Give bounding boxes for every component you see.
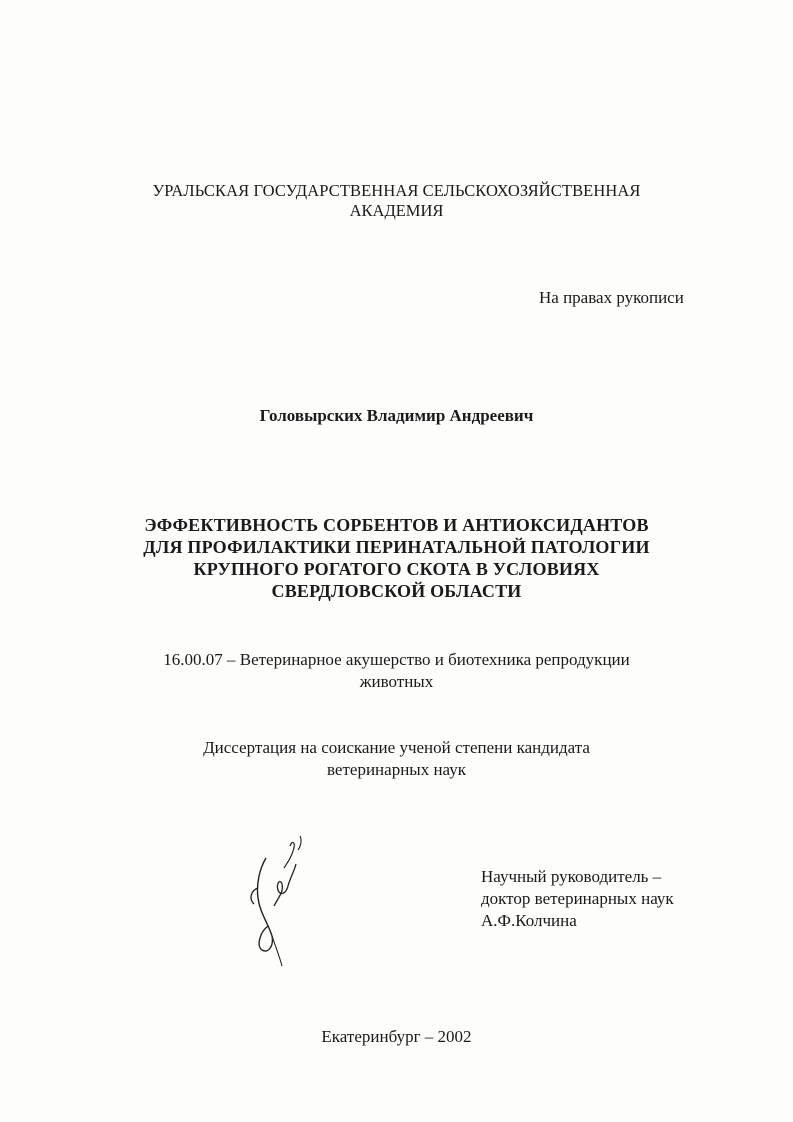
- thesis-title-line: КРУПНОГО РОГАТОГО СКОТА В УСЛОВИЯХ: [193, 559, 600, 579]
- supervisor-degree: доктор ветеринарных наук: [481, 889, 674, 908]
- thesis-title-line: ЭФФЕКТИВНОСТЬ СОРБЕНТОВ И АНТИОКСИДАНТОВ: [144, 515, 649, 535]
- thesis-title-line: СВЕРДЛОВСКОЙ ОБЛАСТИ: [271, 581, 522, 601]
- manuscript-rights-note: На правах рукописи: [539, 288, 684, 307]
- institution-name-line2: АКАДЕМИЯ: [349, 201, 444, 220]
- city-year: Екатеринбург – 2002: [321, 1027, 472, 1046]
- author-name: Головырских Владимир Андреевич: [259, 406, 534, 425]
- specialty-code-line1: 16.00.07 – Ветеринарное акушерство и биотехника репродукции: [163, 650, 630, 669]
- handwritten-signature: [238, 828, 308, 968]
- specialty-code-line2: животных: [359, 672, 434, 691]
- institution-name-line1: УРАЛЬСКАЯ ГОСУДАРСТВЕННАЯ СЕЛЬСКОХОЗЯЙСТВЕННАЯ: [152, 181, 641, 200]
- thesis-title-line: ДЛЯ ПРОФИЛАКТИКИ ПЕРИНАТАЛЬНОЙ ПАТОЛОГИИ: [143, 537, 650, 557]
- supervisor-name: А.Ф.Колчина: [481, 911, 577, 930]
- degree-statement-line1: Диссертация на соискание ученой степени кандидата: [203, 738, 590, 757]
- supervisor-title: Научный руководитель –: [481, 867, 662, 886]
- degree-statement-line2: ветеринарных наук: [327, 760, 466, 779]
